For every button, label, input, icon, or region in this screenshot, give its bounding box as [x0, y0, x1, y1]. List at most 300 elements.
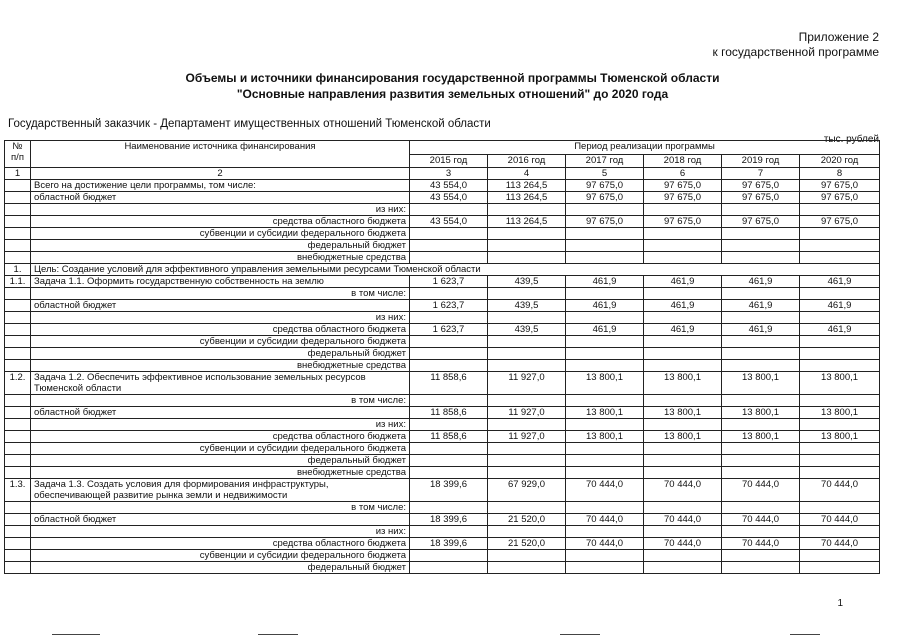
column-number: 4 — [488, 168, 566, 180]
header-year: 2017 год — [566, 154, 644, 168]
row-value — [800, 395, 880, 407]
row-value: 461,9 — [566, 300, 644, 312]
row-name: федеральный бюджет — [31, 240, 410, 252]
row-value: 43 554,0 — [410, 216, 488, 228]
row-value: 70 444,0 — [566, 514, 644, 526]
row-value: 97 675,0 — [800, 180, 880, 192]
row-value: 70 444,0 — [566, 538, 644, 550]
header-row-1 — [5, 141, 880, 155]
row-value — [800, 312, 880, 324]
row-value: 461,9 — [644, 324, 722, 336]
row-value — [566, 204, 644, 216]
row-name: федеральный бюджет — [31, 455, 410, 467]
row-number — [5, 288, 31, 300]
table-row — [5, 348, 880, 360]
row-value — [800, 348, 880, 360]
table-row — [5, 538, 880, 550]
row-name: из них: — [31, 526, 410, 538]
table-row — [5, 216, 880, 228]
row-value — [566, 502, 644, 514]
row-name: из них: — [31, 419, 410, 431]
column-number: 7 — [722, 168, 800, 180]
row-value: 70 444,0 — [644, 479, 722, 502]
row-value: 461,9 — [644, 300, 722, 312]
row-number — [5, 348, 31, 360]
row-value: 13 800,1 — [800, 372, 880, 395]
table-row — [5, 336, 880, 348]
row-value — [410, 502, 488, 514]
row-number — [5, 204, 31, 216]
header-year: 2016 год — [488, 154, 566, 168]
row-value: 70 444,0 — [800, 538, 880, 550]
title-line-1: Объемы и источники финансирования государственной программы Тюменской области — [185, 71, 720, 85]
row-value — [566, 526, 644, 538]
row-name: Всего на достижение цели программы, том числе: — [31, 180, 410, 192]
row-value: 97 675,0 — [566, 192, 644, 204]
row-value — [800, 336, 880, 348]
row-name: из них: — [31, 312, 410, 324]
row-value: 13 800,1 — [644, 372, 722, 395]
row-value — [644, 240, 722, 252]
row-number — [5, 336, 31, 348]
row-name: федеральный бюджет — [31, 562, 410, 574]
row-value: 13 800,1 — [722, 372, 800, 395]
row-value — [410, 204, 488, 216]
row-value — [800, 204, 880, 216]
row-name: Цель: Создание условий для эффективного управления земельными ресурсами Тюменской области — [31, 264, 880, 276]
table-row — [5, 419, 880, 431]
row-value — [410, 550, 488, 562]
column-number: 3 — [410, 168, 488, 180]
row-name: областной бюджет — [31, 192, 410, 204]
row-value — [488, 360, 566, 372]
table-row-task — [5, 372, 880, 395]
row-value: 70 444,0 — [722, 479, 800, 502]
table-row — [5, 514, 880, 526]
row-name: субвенции и субсидии федерального бюджета — [31, 443, 410, 455]
title-line-2: "Основные направления развития земельных отношений" до 2020 года — [236, 87, 669, 101]
row-value — [722, 228, 800, 240]
header-year: 2019 год — [722, 154, 800, 168]
appendix-note — [713, 30, 879, 60]
table-row — [5, 455, 880, 467]
row-number — [5, 526, 31, 538]
row-value — [410, 348, 488, 360]
row-value — [488, 204, 566, 216]
row-number — [5, 360, 31, 372]
row-name: средства областного бюджета — [31, 431, 410, 443]
row-value — [488, 228, 566, 240]
row-number — [5, 562, 31, 574]
row-value — [800, 288, 880, 300]
row-number — [5, 192, 31, 204]
row-value: 97 675,0 — [566, 216, 644, 228]
row-value: 11 927,0 — [488, 372, 566, 395]
row-value: 97 675,0 — [644, 216, 722, 228]
row-value — [410, 455, 488, 467]
row-value — [800, 550, 880, 562]
row-number: 1.1. — [5, 276, 31, 288]
row-value — [488, 467, 566, 479]
row-value: 18 399,6 — [410, 514, 488, 526]
scan-artifact — [52, 634, 100, 635]
header-year: 2015 год — [410, 154, 488, 168]
row-value — [410, 395, 488, 407]
row-value: 11 858,6 — [410, 431, 488, 443]
row-value: 97 675,0 — [722, 192, 800, 204]
column-number: 1 — [5, 168, 31, 180]
table-row-task — [5, 479, 880, 502]
row-value — [722, 443, 800, 455]
row-value: 18 399,6 — [410, 479, 488, 502]
scan-artifact — [790, 634, 820, 635]
row-value: 461,9 — [722, 324, 800, 336]
row-value: 11 927,0 — [488, 407, 566, 419]
row-value: 13 800,1 — [566, 431, 644, 443]
row-value — [566, 360, 644, 372]
row-value — [644, 348, 722, 360]
row-value: 97 675,0 — [800, 192, 880, 204]
row-value: 11 927,0 — [488, 431, 566, 443]
row-value: 70 444,0 — [722, 538, 800, 550]
row-number — [5, 300, 31, 312]
row-value — [800, 562, 880, 574]
row-value — [566, 252, 644, 264]
row-value: 113 264,5 — [488, 216, 566, 228]
row-name: Задача 1.3. Создать условия для формирования инфраструктуры, обеспечивающей развитие рынка земли и недвижимости — [31, 479, 410, 502]
table-row — [5, 562, 880, 574]
row-name: средства областного бюджета — [31, 538, 410, 550]
row-value — [644, 395, 722, 407]
column-number: 2 — [31, 168, 410, 180]
table-row — [5, 288, 880, 300]
row-value — [644, 419, 722, 431]
row-value — [488, 455, 566, 467]
table-row — [5, 204, 880, 216]
row-value: 70 444,0 — [800, 514, 880, 526]
row-value: 461,9 — [722, 300, 800, 312]
row-value — [488, 288, 566, 300]
row-number — [5, 180, 31, 192]
row-value — [800, 455, 880, 467]
row-value — [722, 348, 800, 360]
row-value: 11 858,6 — [410, 407, 488, 419]
row-value: 70 444,0 — [644, 538, 722, 550]
row-number — [5, 419, 31, 431]
row-value — [488, 550, 566, 562]
row-value — [800, 240, 880, 252]
row-value: 13 800,1 — [566, 372, 644, 395]
row-value — [800, 252, 880, 264]
scan-artifact — [258, 634, 298, 635]
row-name: субвенции и субсидии федерального бюджета — [31, 336, 410, 348]
row-value: 1 623,7 — [410, 276, 488, 288]
row-value — [722, 455, 800, 467]
row-name: в том числе: — [31, 395, 410, 407]
row-number — [5, 407, 31, 419]
row-value — [566, 550, 644, 562]
row-value — [800, 443, 880, 455]
row-value: 70 444,0 — [566, 479, 644, 502]
row-value — [722, 502, 800, 514]
row-name: в том числе: — [31, 288, 410, 300]
column-number: 8 — [800, 168, 880, 180]
row-value: 21 520,0 — [488, 538, 566, 550]
row-value — [566, 443, 644, 455]
row-value — [488, 502, 566, 514]
row-value — [410, 467, 488, 479]
row-value: 13 800,1 — [800, 431, 880, 443]
row-value: 439,5 — [488, 300, 566, 312]
row-value: 70 444,0 — [722, 514, 800, 526]
row-value — [410, 336, 488, 348]
row-name: областной бюджет — [31, 407, 410, 419]
row-number — [5, 467, 31, 479]
row-name: Задача 1.2. Обеспечить эффективное использование земельных ресурсов Тюменской области — [31, 372, 410, 395]
row-value: 439,5 — [488, 324, 566, 336]
row-value: 461,9 — [722, 276, 800, 288]
row-number — [5, 502, 31, 514]
row-number: 1.2. — [5, 372, 31, 395]
row-number — [5, 216, 31, 228]
row-value — [722, 252, 800, 264]
table-row — [5, 502, 880, 514]
column-number: 6 — [644, 168, 722, 180]
appendix-line-1: Приложение 2 — [798, 30, 879, 44]
header-name: Наименование источника финансирования — [31, 141, 410, 168]
row-number: 1. — [5, 264, 31, 276]
row-value — [566, 288, 644, 300]
row-value — [488, 240, 566, 252]
row-value — [410, 562, 488, 574]
row-value: 13 800,1 — [644, 431, 722, 443]
table-row — [5, 240, 880, 252]
row-value — [644, 526, 722, 538]
row-value: 13 800,1 — [644, 407, 722, 419]
row-value — [644, 455, 722, 467]
row-value — [722, 288, 800, 300]
row-value — [800, 526, 880, 538]
row-value — [722, 360, 800, 372]
state-customer: Государственный заказчик - Департамент имущественных отношений Тюменской области — [8, 118, 491, 130]
row-number — [5, 455, 31, 467]
row-value: 461,9 — [566, 324, 644, 336]
header-num: № п/п — [5, 141, 31, 168]
row-value: 113 264,5 — [488, 192, 566, 204]
row-value — [722, 204, 800, 216]
row-value — [566, 455, 644, 467]
row-value — [410, 228, 488, 240]
row-value — [488, 395, 566, 407]
table-row — [5, 431, 880, 443]
table-row-total — [5, 180, 880, 192]
row-value — [488, 348, 566, 360]
row-value — [566, 228, 644, 240]
table-row-goal — [5, 264, 880, 276]
table-row — [5, 526, 880, 538]
page-number: 1 — [837, 598, 843, 609]
document-title — [0, 70, 905, 102]
row-value — [410, 526, 488, 538]
row-name: внебюджетные средства — [31, 467, 410, 479]
row-value — [410, 252, 488, 264]
row-value — [644, 360, 722, 372]
row-value — [566, 419, 644, 431]
row-value — [488, 562, 566, 574]
row-value — [644, 312, 722, 324]
row-value: 13 800,1 — [800, 407, 880, 419]
row-value: 43 554,0 — [410, 192, 488, 204]
row-name: Задача 1.1. Оформить государственную собственность на землю — [31, 276, 410, 288]
row-value — [722, 336, 800, 348]
table-row — [5, 443, 880, 455]
row-value — [488, 526, 566, 538]
row-value: 1 623,7 — [410, 324, 488, 336]
row-value — [644, 204, 722, 216]
row-value — [722, 467, 800, 479]
row-value: 113 264,5 — [488, 180, 566, 192]
row-value — [722, 312, 800, 324]
appendix-line-2: к государственной программе — [712, 45, 879, 59]
row-value — [644, 502, 722, 514]
row-number — [5, 252, 31, 264]
row-value: 11 858,6 — [410, 372, 488, 395]
row-value: 439,5 — [488, 276, 566, 288]
table-row — [5, 360, 880, 372]
row-value: 67 929,0 — [488, 479, 566, 502]
row-value — [644, 228, 722, 240]
row-number — [5, 431, 31, 443]
row-value — [644, 562, 722, 574]
row-value — [410, 312, 488, 324]
row-value — [410, 240, 488, 252]
column-number: 5 — [566, 168, 644, 180]
row-value: 13 800,1 — [722, 407, 800, 419]
row-value: 18 399,6 — [410, 538, 488, 550]
row-name: внебюджетные средства — [31, 252, 410, 264]
row-number: 1.3. — [5, 479, 31, 502]
row-value: 13 800,1 — [722, 431, 800, 443]
row-number — [5, 240, 31, 252]
row-number — [5, 312, 31, 324]
row-number — [5, 228, 31, 240]
row-name: средства областного бюджета — [31, 324, 410, 336]
row-value — [566, 562, 644, 574]
row-value — [722, 526, 800, 538]
row-value — [722, 550, 800, 562]
row-value: 461,9 — [800, 300, 880, 312]
row-value — [566, 336, 644, 348]
row-name: из них: — [31, 204, 410, 216]
row-number — [5, 550, 31, 562]
row-value — [566, 240, 644, 252]
table-row — [5, 228, 880, 240]
table-row — [5, 395, 880, 407]
header-period: Период реализации программы — [410, 141, 880, 155]
row-value — [410, 360, 488, 372]
row-value — [800, 360, 880, 372]
row-value: 21 520,0 — [488, 514, 566, 526]
table-row — [5, 300, 880, 312]
row-value — [410, 443, 488, 455]
row-value — [566, 348, 644, 360]
row-name: внебюджетные средства — [31, 360, 410, 372]
row-value — [644, 288, 722, 300]
row-value — [488, 443, 566, 455]
row-value — [488, 419, 566, 431]
row-name: субвенции и субсидии федерального бюджета — [31, 550, 410, 562]
row-value — [644, 443, 722, 455]
row-value: 97 675,0 — [566, 180, 644, 192]
row-value: 13 800,1 — [566, 407, 644, 419]
row-value: 43 554,0 — [410, 180, 488, 192]
row-value — [566, 395, 644, 407]
row-value — [410, 288, 488, 300]
financing-table — [4, 140, 880, 574]
row-value — [644, 336, 722, 348]
row-value — [644, 467, 722, 479]
row-value — [800, 228, 880, 240]
row-value: 97 675,0 — [800, 216, 880, 228]
header-year: 2018 год — [644, 154, 722, 168]
row-name: субвенции и субсидии федерального бюджета — [31, 228, 410, 240]
table-row-task — [5, 276, 880, 288]
row-value — [644, 252, 722, 264]
scan-artifact — [560, 634, 600, 635]
row-value — [800, 467, 880, 479]
row-value — [722, 240, 800, 252]
row-value — [800, 419, 880, 431]
row-value: 1 623,7 — [410, 300, 488, 312]
table-row — [5, 550, 880, 562]
table-row — [5, 312, 880, 324]
row-value — [410, 419, 488, 431]
row-number — [5, 395, 31, 407]
row-number — [5, 443, 31, 455]
row-name: федеральный бюджет — [31, 348, 410, 360]
row-value: 461,9 — [800, 276, 880, 288]
row-name: в том числе: — [31, 502, 410, 514]
column-number-row — [5, 168, 880, 180]
row-value — [566, 312, 644, 324]
row-value — [800, 502, 880, 514]
row-value — [644, 550, 722, 562]
units-label: тыс. рублей — [823, 134, 879, 145]
table-row — [5, 324, 880, 336]
header-year: 2020 год — [800, 154, 880, 168]
table-row — [5, 407, 880, 419]
row-value: 70 444,0 — [644, 514, 722, 526]
row-name: областной бюджет — [31, 514, 410, 526]
row-value: 70 444,0 — [800, 479, 880, 502]
row-number — [5, 538, 31, 550]
row-value — [722, 395, 800, 407]
table-row — [5, 252, 880, 264]
table-row — [5, 192, 880, 204]
row-value: 461,9 — [800, 324, 880, 336]
table-row — [5, 467, 880, 479]
row-value: 97 675,0 — [644, 180, 722, 192]
row-value — [488, 312, 566, 324]
row-value — [722, 562, 800, 574]
row-value — [566, 467, 644, 479]
row-value — [488, 252, 566, 264]
row-value: 97 675,0 — [722, 216, 800, 228]
row-value — [722, 419, 800, 431]
row-value: 461,9 — [566, 276, 644, 288]
row-value: 97 675,0 — [722, 180, 800, 192]
row-value — [488, 336, 566, 348]
